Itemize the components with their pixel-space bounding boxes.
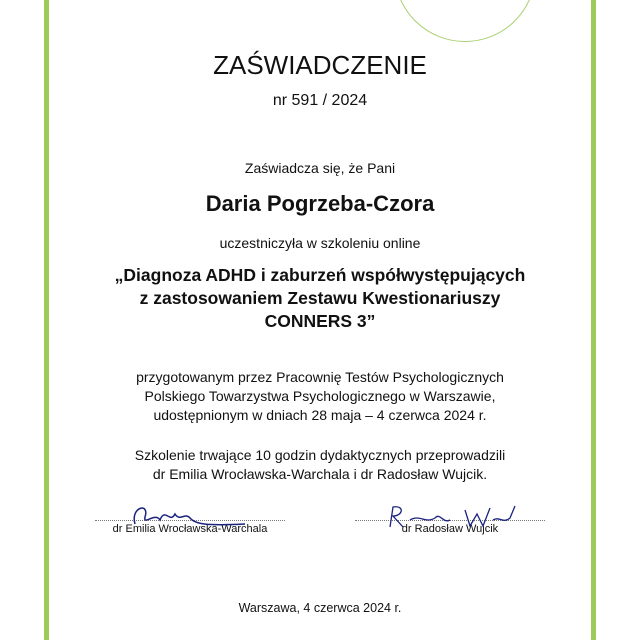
signatory-name: dr Radosław Wujcik <box>401 523 499 535</box>
training-paragraph <box>0 446 640 484</box>
paragraph-line: Polskiego Towarzystwa Psychologicznego w Warszawie, <box>144 388 496 404</box>
paragraph-line: Szkolenie trwające 10 godzin dydaktycznych przeprowadzili <box>134 447 506 463</box>
paragraph-line: dr Emilia Wrocławska-Warchala i dr Radosław Wujcik. <box>152 466 488 482</box>
paragraph-line: udostępnionym w dniach 28 maja – 4 czerwca 2024 r. <box>153 407 487 423</box>
signatory-name: dr Emilia Wrocławska-Warchala <box>112 523 268 535</box>
course-title <box>0 264 640 333</box>
place-date: Warszawa, 4 czerwca 2024 r. <box>238 601 402 615</box>
certificate-number: nr 591 / 2024 <box>272 92 368 109</box>
decorative-circle <box>394 0 536 42</box>
intro-text: Zaświadcza się, że Pani <box>244 160 396 176</box>
recipient-name: Daria Pogrzeba-Czora <box>205 191 435 216</box>
participation-text: uczestniczyła w szkoleniu online <box>219 235 421 251</box>
course-line: CONNERS 3” <box>264 311 376 331</box>
course-line: „Diagnoza ADHD i zaburzeń współwystępujących <box>114 265 526 285</box>
certificate-title: ZAŚWIADCZENIE <box>213 50 427 80</box>
signature-block-2 <box>355 520 545 535</box>
handwritten-signature <box>385 502 525 532</box>
prepared-paragraph <box>0 368 640 425</box>
signature-block-1 <box>95 520 285 535</box>
course-line: z zastosowaniem Zestawu Kwestionariuszy <box>139 288 501 308</box>
paragraph-line: przygotowanym przez Pracownię Testów Psychologicznych <box>136 369 504 385</box>
handwritten-signature <box>125 502 255 532</box>
